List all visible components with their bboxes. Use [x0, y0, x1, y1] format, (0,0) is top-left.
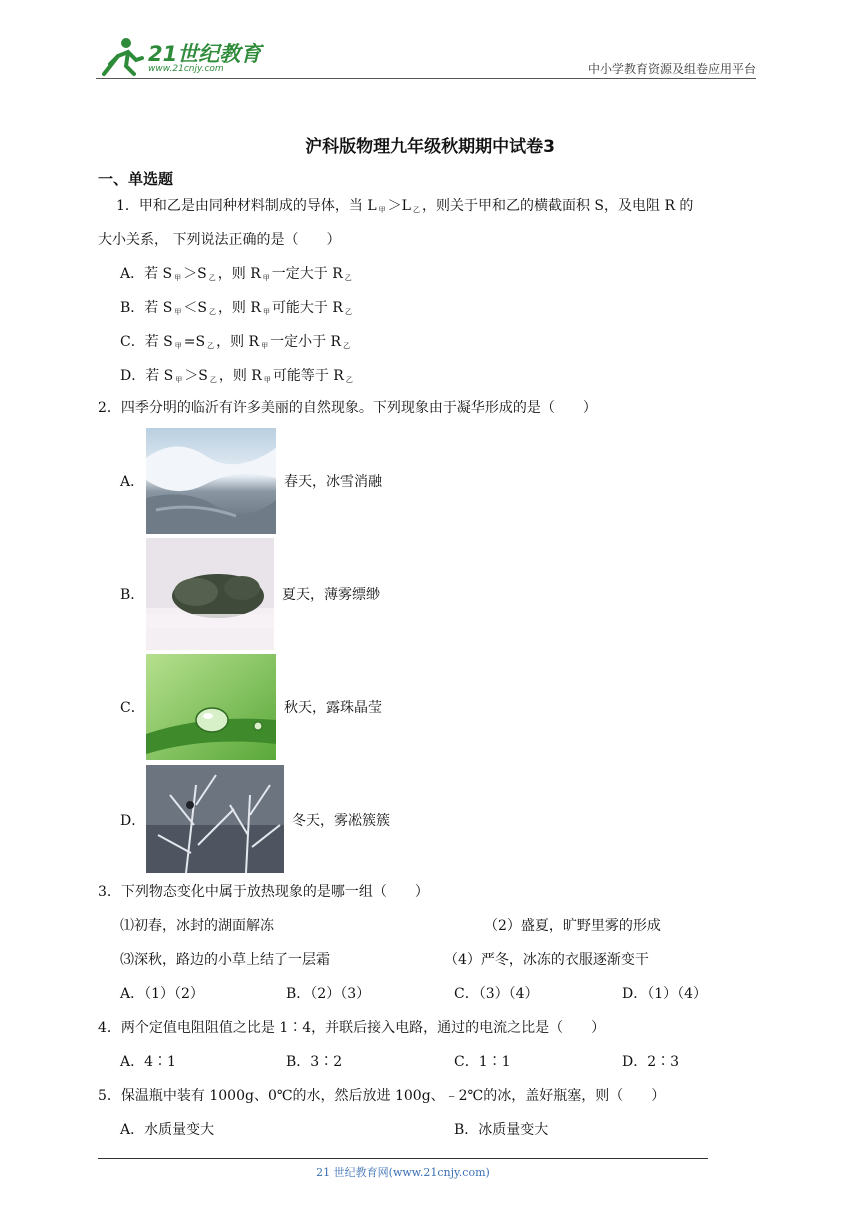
q2-option-a-caption[interactable]: 春天，冰雪消融	[284, 474, 382, 490]
q1-stem-line2: 大小关系， 下列说法正确的是（ ）	[98, 232, 341, 248]
q2-option-b-letter[interactable]: B．	[120, 587, 145, 603]
q2-option-a-letter[interactable]: A．	[120, 474, 145, 490]
q2-stem: 2．四季分明的临沂有许多美丽的自然现象。下列现象由于凝华形成的是（ ）	[98, 400, 597, 416]
q4-option-a[interactable]: A．4∶1	[120, 1054, 176, 1070]
q2-option-c-letter[interactable]: C．	[120, 700, 145, 716]
q3-item-4: （4）严冬，冰冻的衣服逐渐变干	[444, 952, 649, 968]
q3-item-3: ⑶深秋，路边的小草上结了一层霜	[120, 952, 330, 968]
q3-stem: 3．下列物态变化中属于放热现象的是哪一组（ ）	[98, 884, 429, 900]
q3-option-c[interactable]: C．（3）（4）	[454, 986, 539, 1002]
platform-name: 中小学教育资源及组卷应用平台	[587, 62, 756, 76]
q3-item-2: （2）盛夏，旷野里雾的形成	[484, 918, 661, 934]
logo-url: www.21cnjy.com	[148, 64, 224, 74]
section-heading: 一、单选题	[98, 170, 174, 188]
q4-option-c[interactable]: C．1∶1	[454, 1054, 511, 1070]
misty-tree-photo-icon	[146, 538, 274, 650]
q1-stem-line1: 1．甲和乙是由同种材料制成的导体，当 L $_甲$ ＞L $_乙$ ，则关于甲和乙的横截面积 S，及电阻 R 的	[116, 198, 694, 214]
q3-item-1: ⑴初春，冰封的湖面解冻	[120, 918, 274, 934]
q1-option-d[interactable]: D．若 S $_甲$ ＞S $_乙$ ，则 R $_甲$ 可能等于 R $_乙$	[120, 368, 353, 384]
q2-option-b-caption[interactable]: 夏天，薄雾缥缈	[282, 587, 380, 603]
logo-text: 21世纪教育	[148, 42, 262, 66]
q5-option-a[interactable]: A．水质量变大	[120, 1122, 215, 1138]
q5-stem: 5．保温瓶中装有 1000g、0℃的水，然后放进 100g、﹣2℃的冰，盖好瓶塞，则（ ）	[98, 1088, 666, 1104]
q2-option-d-letter[interactable]: D．	[120, 813, 146, 829]
page-title: 沪科版物理九年级秋期期中试卷3	[305, 137, 555, 157]
logo	[96, 34, 266, 78]
q2-option-c-caption[interactable]: 秋天，露珠晶莹	[284, 700, 382, 716]
q1-option-a[interactable]: A．若 S $_甲$ ＞S $_乙$ ，则 R $_甲$ 一定大于 R $_乙$	[120, 266, 352, 282]
q3-option-d[interactable]: D．（1）（4）	[622, 986, 708, 1002]
q4-option-d[interactable]: D．2∶3	[622, 1054, 680, 1070]
header-divider	[96, 78, 756, 79]
footer-link[interactable]: 21 世纪教育网(www.21cnjy.com)	[316, 1166, 490, 1179]
q2-option-d-caption[interactable]: 冬天，雾凇簇簇	[292, 813, 390, 829]
rime-photo-icon	[146, 765, 284, 873]
melting-ice-photo-icon	[146, 428, 276, 534]
footer-divider	[98, 1158, 708, 1159]
q3-option-b[interactable]: B．（2）（3）	[286, 986, 371, 1002]
q4-option-b[interactable]: B．3∶2	[286, 1054, 343, 1070]
q1-option-c[interactable]: C．若 S $_甲$ =S $_乙$ ，则 R $_甲$ 一定小于 R $_乙$	[120, 334, 351, 350]
q3-option-a[interactable]: A．（1）（2）	[120, 986, 204, 1002]
q5-option-b[interactable]: B．冰质量变大	[454, 1122, 549, 1138]
dewdrop-photo-icon	[146, 654, 276, 760]
q1-option-b[interactable]: B．若 S $_甲$ ＜S $_乙$ ，则 R $_甲$ 可能大于 R $_乙$	[120, 300, 352, 316]
q4-stem: 4．两个定值电阻阻值之比是 1∶4，并联后接入电路，通过的电流之比是（ ）	[98, 1020, 606, 1036]
